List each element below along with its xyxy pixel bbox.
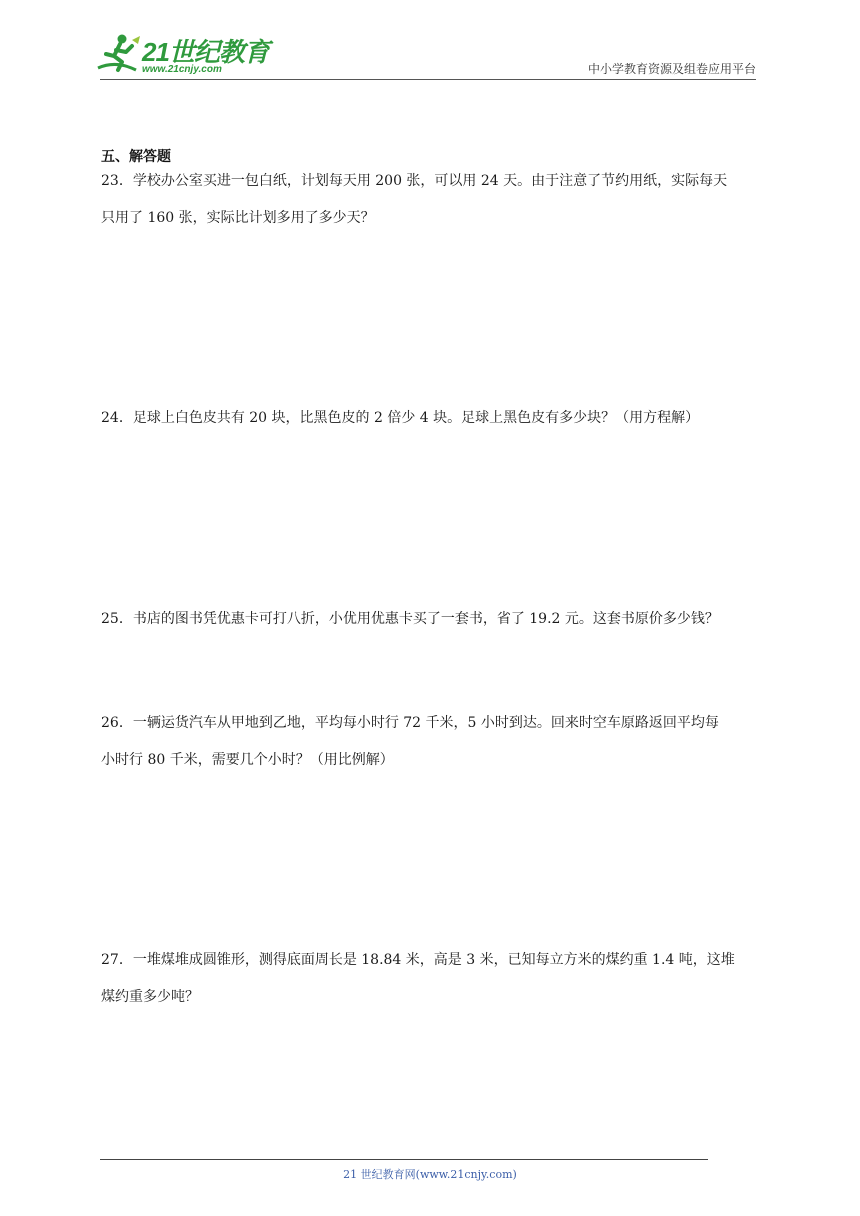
header-divider <box>100 79 756 80</box>
question-24 <box>101 400 761 437</box>
question-25 <box>101 601 761 638</box>
question-23 <box>101 163 761 237</box>
section-title: 五、解答题 <box>101 149 171 165</box>
runner-logo-icon <box>96 32 142 76</box>
question-26 <box>101 705 761 779</box>
footer-divider <box>100 1159 708 1160</box>
question-line: 只用了 160 张，实际比计划多用了多少天？ <box>101 210 375 226</box>
logo: 21世纪教育 www.21cnjy.com <box>96 30 266 80</box>
footer-link[interactable]: 21 世纪教育网(www.21cnjy.com) <box>343 1168 517 1181</box>
question-line: 25．书店的图书凭优惠卡可打八折，小优用优惠卡买了一套书，省了 19.2 元。这套书原价多少钱？ <box>101 611 719 627</box>
question-line: 24．足球上白色皮共有 20 块，比黑色皮的 2 倍少 4 块。足球上黑色皮有多少块？（用方程解） <box>101 410 700 426</box>
question-line: 23．学校办公室买进一包白纸，计划每天用 200 张，可以用 24 天。由于注意了节约用纸，实际每天 <box>101 173 728 189</box>
page-header <box>0 0 860 90</box>
platform-label: 中小学教育资源及组卷应用平台 <box>587 62 756 76</box>
question-line: 27．一堆煤堆成圆锥形，测得底面周长是 18.84 米，高是 3 米，已知每立方米的煤约重 1.4 吨，这堆 <box>101 952 735 968</box>
question-line: 煤约重多少吨？ <box>101 989 199 1005</box>
question-line: 小时行 80 千米，需要几个小时？（用比例解） <box>101 752 394 768</box>
question-line: 26．一辆运货汽车从甲地到乙地，平均每小时行 72 千米，5 小时到达。回来时空车原路返回平均每 <box>101 715 719 731</box>
question-27 <box>101 942 761 1016</box>
